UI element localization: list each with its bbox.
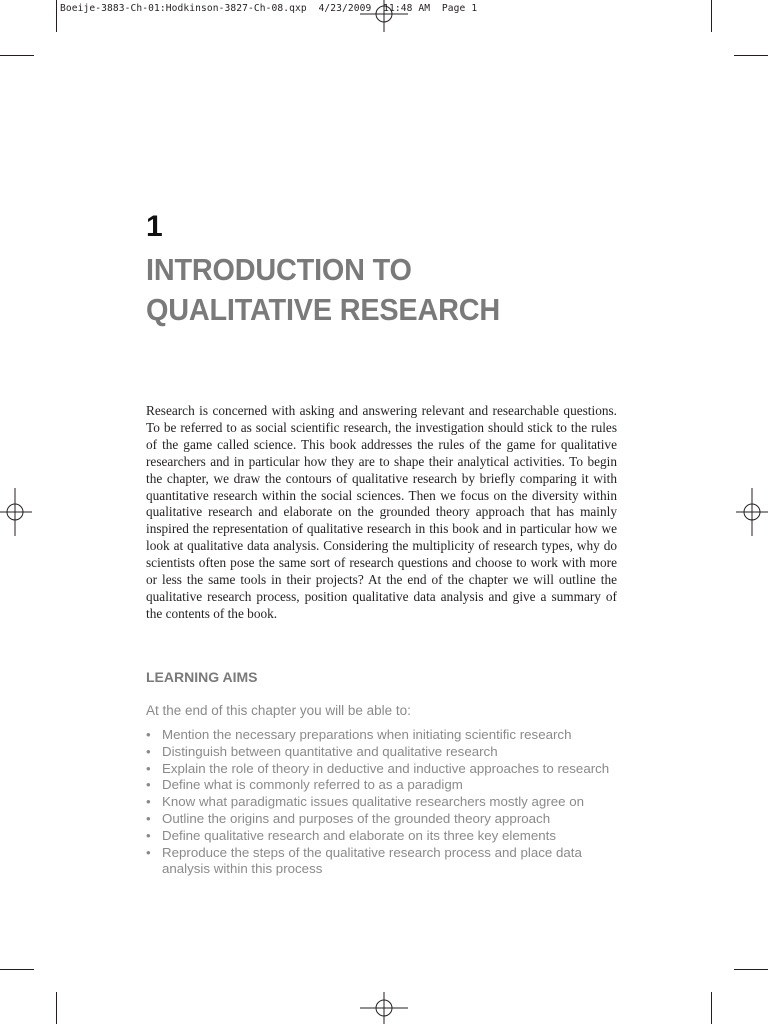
learning-aim-item (146, 845, 626, 879)
learning-aim-item (146, 727, 626, 744)
learning-aim-text: Define what is commonly referred to as a paradigm (162, 777, 463, 793)
chapter-title-line-1: INTRODUCTION TO (146, 252, 412, 287)
learning-aim-text: Reproduce the steps of the qualitative research process and place data analysis within this process (162, 844, 582, 877)
intro-paragraph: Research is concerned with asking and answering relevant and researchable questions. To be referred to as social scientific research, the investigation should stick to the rules of the game called science. This book addresses the rules of the game for qualitative researchers and in particular how they are to shape their analytical activities. To begin the chapter, we draw the contours of qualitative research by briefly comparing it with quantitative research within the social sciences. Then we focus on the diversity within qualitative research and elaborate on the grounded theory approach that has mainly inspired the representation of qualitative research in this book and in particular how we look at qualitative data analysis. Considering the multiplicity of research types, why do scientists often pose the same sort of research questions and choose to work with more or less the same tools in their projects? At the end of the chapter we will outline the qualitative research process, position qualitative data analysis and give a summary of the contents of the book. (146, 403, 617, 621)
crop-mark-bottom-left-horizontal (0, 969, 34, 970)
bullet-icon: • (146, 743, 151, 759)
bullet-icon: • (146, 777, 151, 793)
crop-mark-top-left-horizontal (0, 55, 34, 56)
print-slug-line: Boeije-3883-Ch-01:Hodkinson-3827-Ch-08.qxp 4/23/2009 11:48 AM Page 1 (60, 3, 478, 14)
chapter-title-line-2: QUALITATIVE RESEARCH (146, 292, 500, 327)
learning-aim-item (146, 744, 626, 761)
bullet-icon: • (146, 794, 151, 810)
registration-mark-top-icon (360, 0, 408, 34)
bullet-icon: • (146, 727, 151, 742)
learning-aim-text: Distinguish between quantitative and qualitative research (162, 743, 498, 759)
learning-aim-item (146, 761, 626, 778)
registration-mark-left-icon (0, 488, 34, 536)
bullet-icon: • (146, 827, 151, 843)
learning-aim-item (146, 828, 626, 845)
crop-mark-top-right-horizontal (734, 55, 768, 56)
learning-aim-text: Mention the necessary preparations when initiating scientific research (162, 727, 572, 742)
chapter-number: 1 (146, 210, 163, 243)
chapter-title (146, 250, 500, 330)
learning-aims-list (146, 727, 626, 878)
learning-aims-lead: At the end of this chapter you will be able to: (146, 703, 411, 718)
learning-aim-text: Define qualitative research and elaborate on its three key elements (162, 827, 556, 843)
bullet-icon: • (146, 760, 151, 776)
learning-aim-text: Know what paradigmatic issues qualitative researchers mostly agree on (162, 794, 585, 810)
crop-mark-bottom-right-horizontal (734, 969, 768, 970)
learning-aim-text: Explain the role of theory in deductive and inductive approaches to research (162, 760, 610, 776)
crop-mark-bottom-left-vertical (56, 992, 57, 1024)
crop-mark-top-right-vertical (711, 0, 712, 32)
learning-aim-item (146, 811, 626, 828)
learning-aim-text: Outline the origins and purposes of the grounded theory approach (162, 810, 551, 826)
learning-aim-item (146, 777, 626, 794)
bullet-icon: • (146, 844, 151, 860)
learning-aims-heading: LEARNING AIMS (146, 669, 258, 685)
crop-mark-bottom-right-vertical (711, 992, 712, 1024)
registration-mark-bottom-icon (360, 990, 408, 1024)
learning-aim-item (146, 794, 626, 811)
registration-mark-right-icon (734, 488, 768, 536)
bullet-icon: • (146, 810, 151, 826)
crop-mark-top-left-vertical (56, 0, 57, 32)
